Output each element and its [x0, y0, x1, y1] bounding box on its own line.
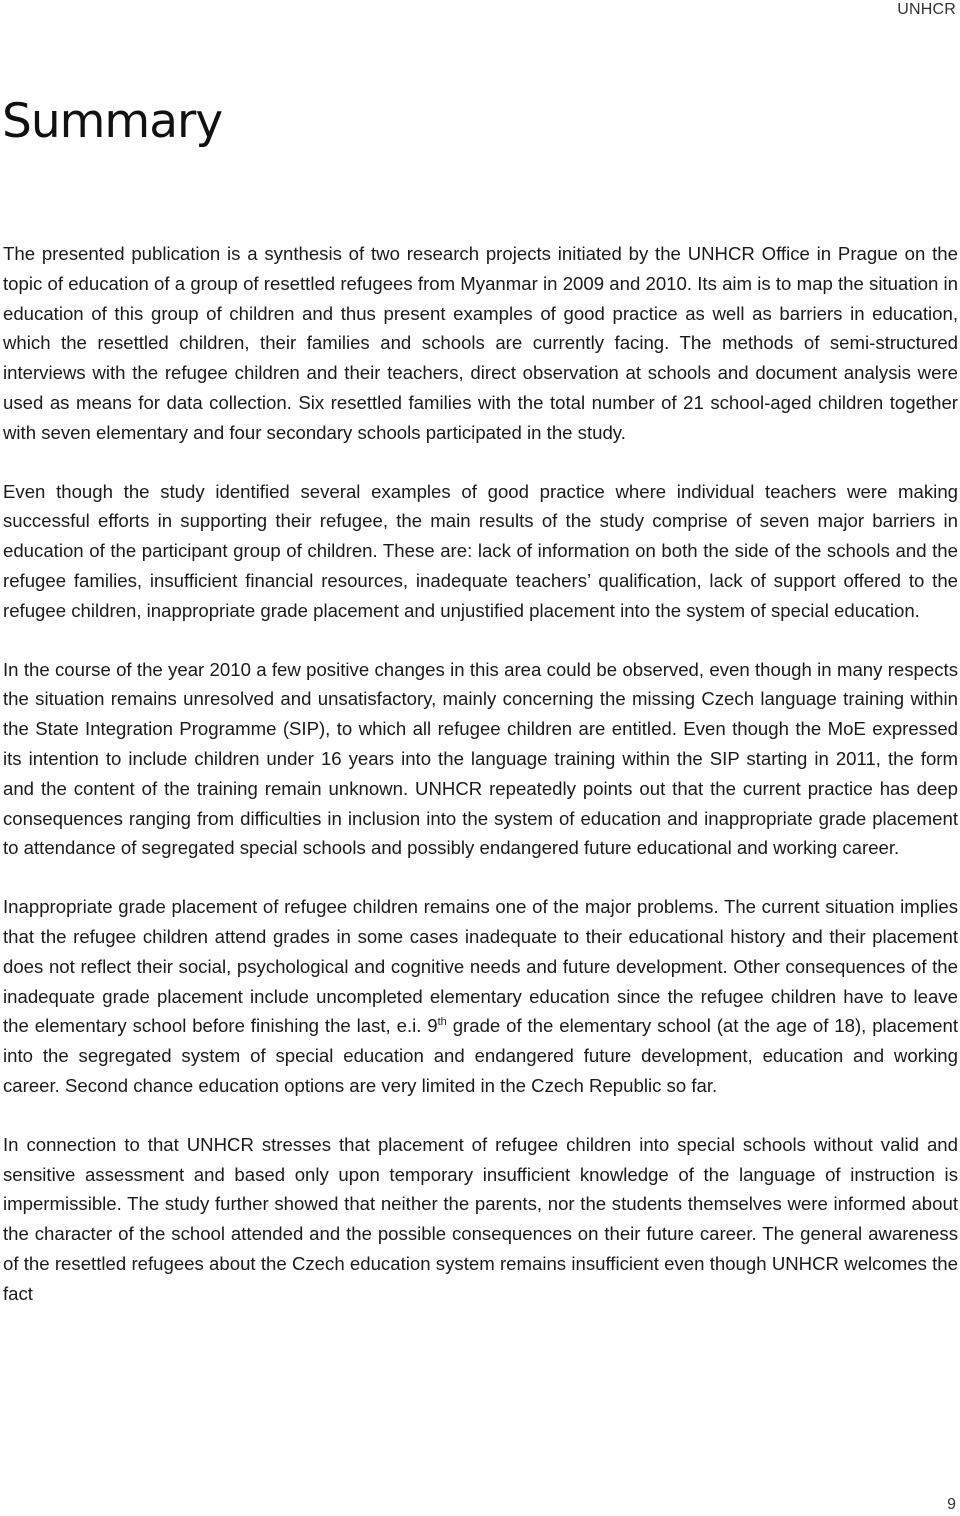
paragraph-4-part-2: grade of the elementary school (at the age of 18), placement into the segregated system of special education and endangered future development, education and working career. Second chance education options are very limited in the Czech Republic so far. [3, 1015, 958, 1096]
running-header: UNHCR [897, 1, 956, 18]
paragraph-2: Even though the study identified several examples of good practice where individual teachers were making successful efforts in supporting their refugee, the main results of the study comprise of seven major barriers in education of the participant group of children. These are: lack of information on both the side of the schools and the refugee families, insufficient financial resources, inadequate teachers’ qualification, lack of support offered to the refugee children, inappropriate grade placement and unjustified placement into the system of special education. [3, 480, 958, 621]
page-number: 9 [947, 1496, 956, 1513]
paragraph-4-part-1: Inappropriate grade placement of refugee children remains one of the major problems. The current situation implies that the refugee children attend grades in some cases inadequate to their educational history and their placement does not reflect their social, psychological and cognitive needs and future development. Other consequences of the inadequate grade placement include uncompleted elementary education since the refugee children have to leave the elementary school before finishing the last, e.i. 9 [3, 896, 958, 1037]
summary-body [3, 239, 958, 1338]
paragraph-4 [3, 892, 958, 1101]
page-title: Summary [2, 94, 223, 149]
paragraph-5: In connection to that UNHCR stresses that placement of refugee children into special schools without valid and sensitive assessment and based only upon temporary insufficient knowledge of the language of instruction is impermissible. The study further showed that neither the parents, nor the students themselves were informed about the character of the school attended and the possible consequences on their future career. The general awareness of the resettled refugees about the Czech education system remains insufficient even though UNHCR welcomes the fact [3, 1133, 958, 1304]
ordinal-superscript: th [437, 1016, 447, 1029]
paragraph-3: In the course of the year 2010 a few positive changes in this area could be observed, even though in many respects the situation remains unresolved and unsatisfactory, mainly concerning the missing Czech language training within the State Integration Programme (SIP), to which all refugee children are entitled. Even though the MoE expressed its intention to include children under 16 years into the language training within the SIP starting in 2011, the form and the content of the training remain unknown. UNHCR repeatedly points out that the current practice has deep consequences ranging from difficulties in inclusion into the system of education and inappropriate grade placement to attendance of segregated special schools and possibly endangered future educational and working career. [3, 658, 958, 859]
paragraph-1: The presented publication is a synthesis of two research projects initiated by the UNHCR Office in Prague on the topic of education of a group of resettled refugees from Myanmar in 2009 and 2010. Its aim is to map the situation in education of this group of children and thus present examples of good practice as well as barriers in education, which the resettled children, their families and schools are currently facing. The methods of semi-structured interviews with the refugee children and their teachers, direct observation at schools and document analysis were used as means for data collection. Six resettled families with the total number of 21 school-aged children together with seven elementary and four secondary schools participated in the study. [3, 243, 958, 443]
